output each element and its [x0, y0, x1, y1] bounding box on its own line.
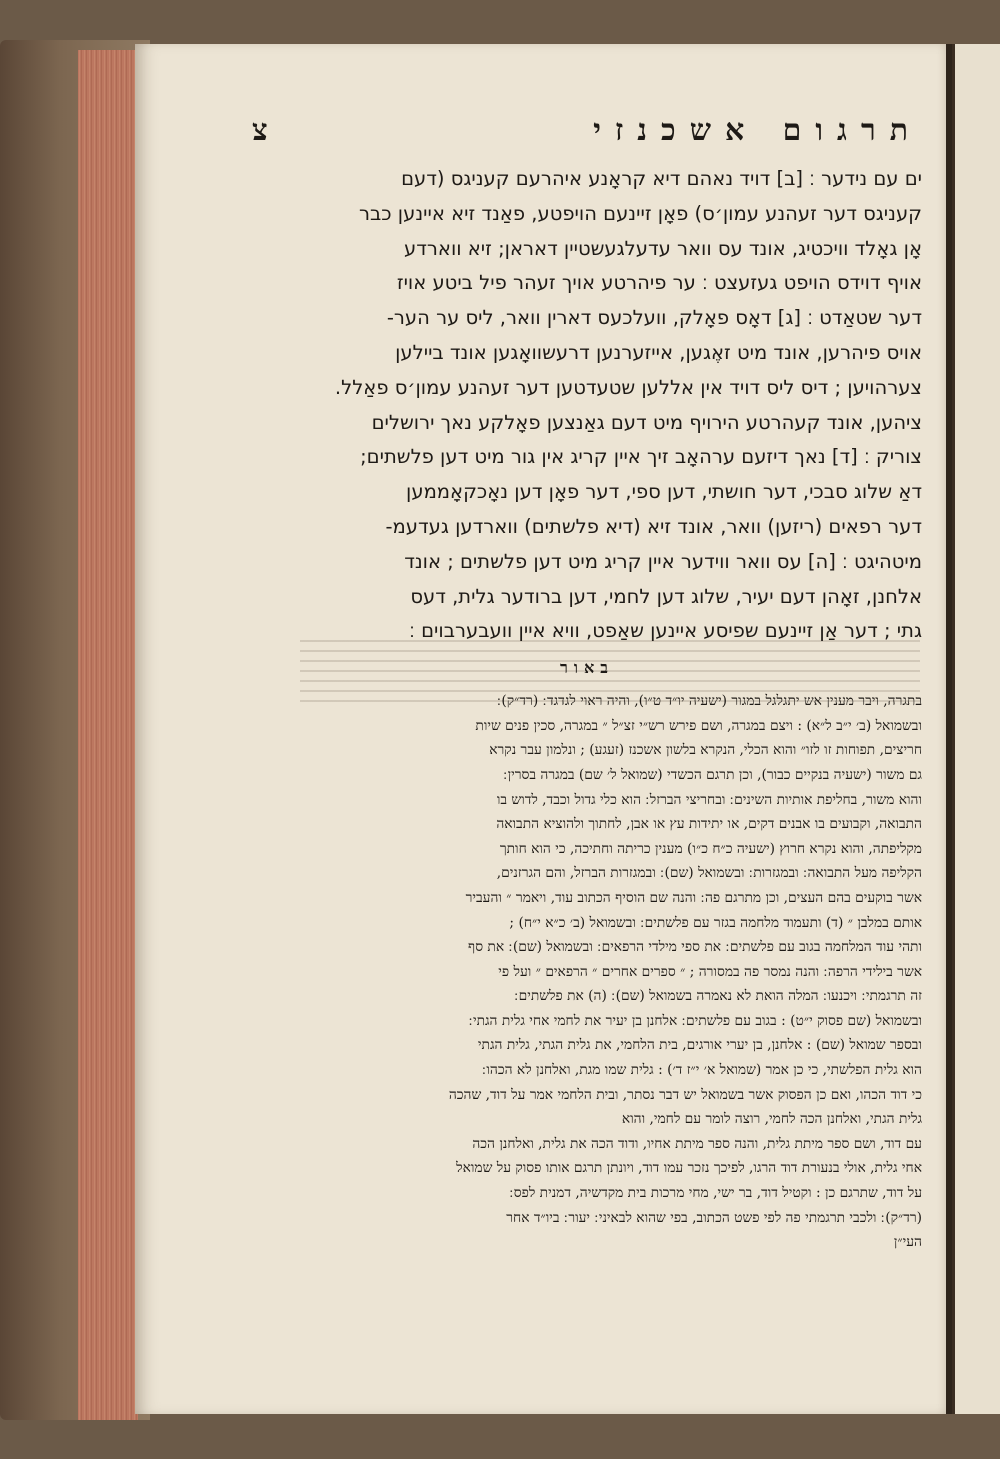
commentary-line: והוא משור, בחליפת אותיות השינים ׃ ובחריצי הברזל ׃ הוא כלי גדול וכבד, לדוש בו — [496, 791, 922, 808]
commentary-line: חריצים, תפוחות זו לזו״ והוא הכלי, הנקרא בלשון אשכנז (זעגע) ; ונלמון עבר נקרא — [489, 742, 922, 759]
main-text-line: קעניגס דער זעהנע עמון׳ס) פאָן זיינעם הויפטע, פאַנד זיא איינען כבר — [359, 201, 922, 225]
commentary-line: ובספר שמואל (שם) : אלחנן, בן יערי אורגים, בית הלחמי, את גלית הגתי, גלית הגתי — [477, 1037, 922, 1054]
main-text-line: אלחנן, זאָהן דעם יעיר, שלוג דען לחמי, דען ברודער גלית, דעס — [410, 584, 922, 608]
commentary-line: ותהי עוד המלחמה בגוב עם פלשתים ׃ את ספי מילדי הרפאים ׃ ובשמואל (שם) ׃ את סף — [468, 939, 922, 956]
page-edges — [78, 50, 138, 1420]
main-text-line: צערהויען ; דיס ליס דויד אין אללען שטעדטען דער זעהנע עמון׳ס פאַלל. — [334, 375, 922, 399]
commentary-line: אותם במלבן ״ (ד) ותעמוד מלחמה בגזר עם פלשתים ׃ ובשמואל (ב׳ כ״א י״ח) ; — [509, 914, 922, 931]
commentary-line: אשר בילידי הרפה ׃ והנה נמסר פה במסורה ; ״ ספרים אחרים ״ הרפאים ״ ועל פי — [498, 963, 922, 980]
main-text-line: גתי ; דער אַן זיינעם שפיסע איינען שאַפט, וויא איין וועבערבוים ׃ — [409, 619, 922, 643]
commentary-line: התבואה, וקבועים בו אבנים דקים, או יתידות עץ או אבן, לחתוך ולהוציא התבואה — [496, 816, 922, 833]
main-text-line: דער רפאים (ריזען) וואר, אונד זיא (דיא פלשתים) ווארדען געדעמ- — [385, 514, 922, 538]
folio-number: צ — [252, 112, 268, 148]
main-text-line: אויף דוידס הויפט געזעצט ׃ ער פיהרטע אויך זעהר פיל ביטע אויז — [396, 271, 922, 295]
facing-page-edge — [952, 44, 1000, 1414]
main-text-line: אָן גאָלד וויכטיג, אונד עס וואר עדעלגעשטיין דאראן; זיא ווארדע — [404, 236, 922, 260]
commentary-line: ובשמואל (ב׳ י״ב ל״א) : ויצם במגרה, ושם פירש רש״י זצ״ל ״ במגרה, סכין פנים שיות — [475, 717, 922, 734]
main-text-line: דער שטאַדט ׃ [ג] דאָס פאָלק, וועלכעס דארין וואר, ליס ער הער- — [386, 306, 922, 330]
main-translation-text — [252, 162, 922, 649]
page-content — [252, 110, 922, 1251]
main-text-line: אויס פיהרען, אונד מיט זאֶגען, אייזערנען דרעשוואָגען אונד ביילען — [395, 340, 922, 364]
commentary-line: עם דוד, ושם ספר מיתת גלית, והנה ספר מיתת אחיו, ודוד הכה את גלית, ואלחנן הכה — [472, 1135, 922, 1152]
main-text-line: דאַ שלוג סבכי, דער חושתי, דען ספי, דער פאָן דען נאָכקאָממען — [406, 480, 922, 504]
commentary-line: (רד״ק) ׃ ולכבי תרגמתי פה לפי פשט הכתוב, בפי שהוא לבאיני ׃ יעור ׃ ביו״ד אחר — [506, 1209, 922, 1226]
commentary-line: העי״ן — [893, 1234, 922, 1251]
main-text-line: ציהען, אונד קעהרטע הירויף מיט דעם גאַנצען פאָלקע נאך ירושלים — [371, 410, 922, 434]
commentary-line: הוא גלית הפלשתי, כי כן אמר (שמואל א׳ י״ז ד׳) : גלית שמו מגת, ואלחנן לא הכהו ׃ — [482, 1062, 922, 1079]
commentary-line: כי דוד הכהו, ואם כן הפסוק אשר בשמואל יש דבר נסתר, ובית הלחמי אמר על דוד, שהכה — [448, 1086, 922, 1103]
commentary-heading: באור — [560, 658, 614, 678]
commentary-line: ובשמואל (שם פסוק י״ט) : בגוב עם פלשתים ׃ אלחנן בן יעיר את לחמי אחי גלית הגתי ׃ — [468, 1012, 922, 1029]
running-head — [252, 110, 922, 150]
commentary-line: גלית הגתי, ואלחנן הכה לחמי, רוצה לומר עם לחמי, והוא — [621, 1111, 922, 1128]
main-text-line: מיטהיגט ׃ [ה] עס וואר ווידער איין קריג מיט דען פלשתים ; אונד — [404, 549, 922, 573]
commentary-line: גם משור (ישעיה בנקיים כבור), וכן תרגם הכשדי (שמואל ל׳ שם) במגרה בסרין ׃ — [503, 766, 922, 783]
commentary-line: על דוד, שתרגם כן : וקטיל דוד, בר ישי, מחי מרכות בית מקדשיה, דמנית לפס ׃ — [509, 1185, 922, 1202]
commentary-text — [252, 689, 922, 1255]
main-text-line: ים עם נידער ׃ [ב] דויד נאהם דיא קראָנע איהרעם קעניגס (דעם — [401, 167, 922, 190]
commentary-line: אחי גלית, אולי בנעורת דוד הרגו, לפיכך נזכר עמו דוד, ויונתן תרגם אותו פסוק על שמואל — [456, 1160, 922, 1177]
commentary-line: בתגרה, ויבר מענין אש יתגלגל במגור (ישעיה יו״ד ט״ו), והיה ראוי לגדגד ׃ (רד״ק) ׃ — [497, 693, 922, 710]
commentary-line: הקליפה מעל התבואה ׃ ובמגזרות ׃ ובשמואל (שם) ׃ ובמגזרות הברזל, והם הגרזנים, — [496, 865, 922, 882]
commentary-line: זה תרגמתי ׃ ויכנעו ׃ המלה הואת לא נאמרה בשמואל (שם) ׃ (ה) את פלשתים ׃ — [514, 988, 922, 1005]
running-head-title: תרגום אשכנזי — [593, 112, 922, 148]
commentary-line: מקליפתה, והוא נקרא חרוץ (ישעיה כ״ח כ״ו) מענין כריתה וחתיכה, כי הוא חותך — [499, 840, 922, 857]
commentary-line: אשר בוקעים בהם העצים, וכן מתרגם פה ׃ והנה שם הוסיף הכתוב עוד, ויאמר ״ והעביר — [465, 889, 922, 906]
main-text-line: צוריק ׃ [ד] נאך דיזעם ערהאָב זיך איין קריג אין גור מיט דען פלשתים; — [360, 445, 922, 469]
